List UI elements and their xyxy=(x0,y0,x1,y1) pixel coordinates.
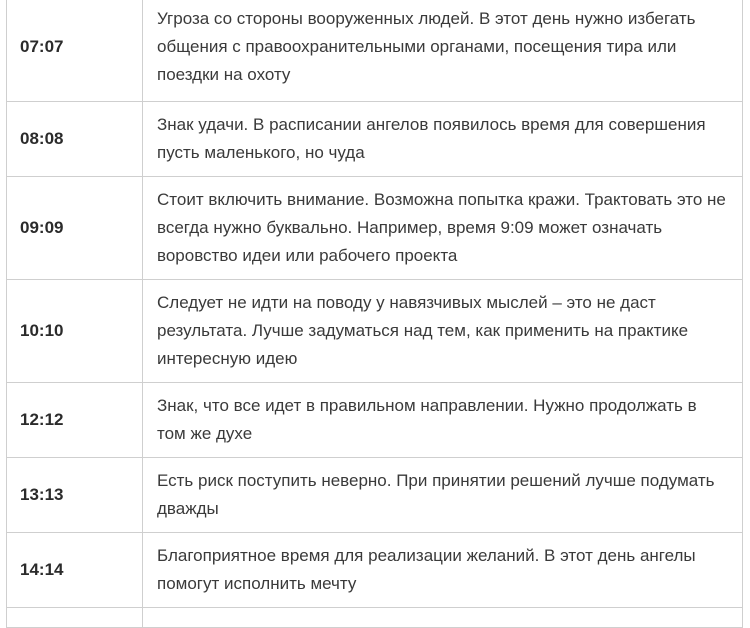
table-row xyxy=(7,533,743,608)
table-row xyxy=(7,458,743,533)
table-row xyxy=(7,0,743,102)
description-cell: Есть риск поступить неверно. При принятии решений лучше подумать дважды xyxy=(143,458,743,533)
angel-numbers-table xyxy=(6,0,743,628)
time-cell: 07:07 xyxy=(7,0,143,102)
table-row xyxy=(7,280,743,383)
description-cell: Знак, что все идет в правильном направлении. Нужно продолжать в том же духе xyxy=(143,383,743,458)
description-cell: Угроза со стороны вооруженных людей. В этот день нужно избегать общения с правоохранительными органами, посещения тира или поездки на охоту xyxy=(143,0,743,102)
description-cell: Следует не идти на поводу у навязчивых мыслей – это не даст результата. Лучше задуматься над тем, как применить на практике интересную идею xyxy=(143,280,743,383)
time-cell xyxy=(7,608,143,628)
description-cell: Стоит включить внимание. Возможна попытка кражи. Трактовать это не всегда нужно буквально. Например, время 9:09 может означать воровство идеи или рабочего проекта xyxy=(143,177,743,280)
table-row xyxy=(7,383,743,458)
time-cell: 09:09 xyxy=(7,177,143,280)
time-cell: 12:12 xyxy=(7,383,143,458)
table-row xyxy=(7,177,743,280)
time-cell: 08:08 xyxy=(7,102,143,177)
table-row xyxy=(7,608,743,628)
description-cell: Знак удачи. В расписании ангелов появилось время для совершения пусть маленького, но чуда xyxy=(143,102,743,177)
description-cell: Благоприятное время для реализации желаний. В этот день ангелы помогут исполнить мечту xyxy=(143,533,743,608)
time-cell: 10:10 xyxy=(7,280,143,383)
table-row xyxy=(7,102,743,177)
time-cell: 14:14 xyxy=(7,533,143,608)
time-cell: 13:13 xyxy=(7,458,143,533)
description-cell xyxy=(143,608,743,628)
